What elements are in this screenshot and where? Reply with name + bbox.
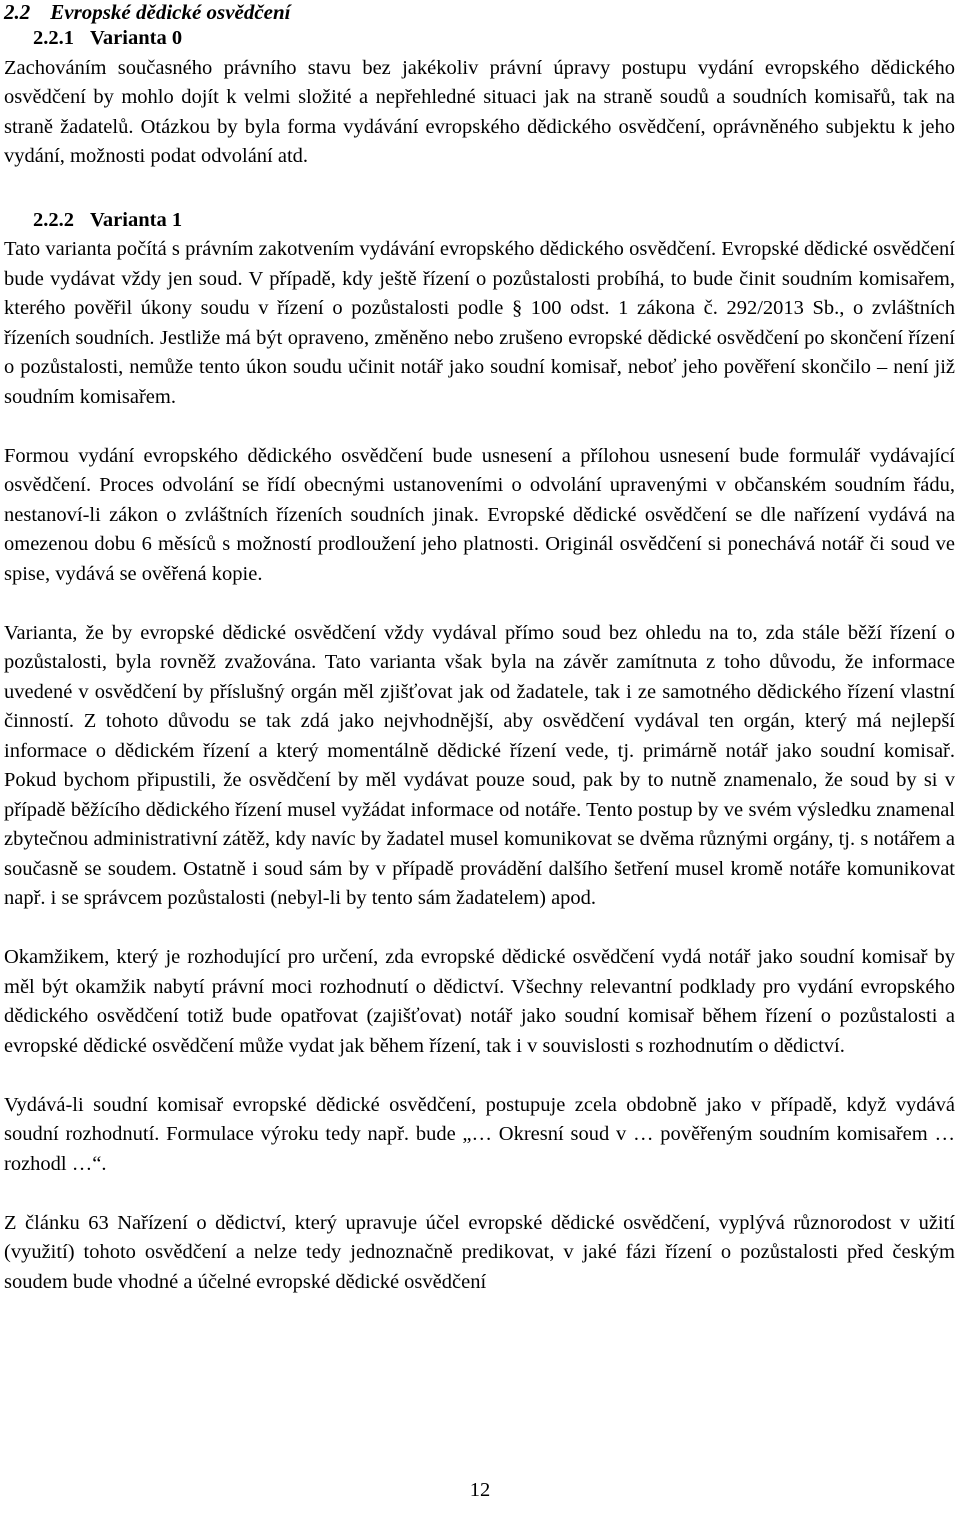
paragraph: Vydává-li soudní komisař evropské dědické osvědčení, postupuje zcela obdobně jako v případě, když vydává soudní rozhodnutí. Formulace výroku tedy např. bude „… Okresní soud v … pověřeným soudním komisařem … rozhodl …“. bbox=[4, 1093, 955, 1175]
paragraph: Zachováním současného právního stavu bez jakékoliv právní úpravy postupu vydání evropského dědického osvědčení by mohlo dojít k velmi složité a nepřehledné situaci jak na straně soudů a soudních komisařů, tak na straně žadatelů. Otázkou by byla forma vydávání evropského dědického osvědčení, oprávněného subjektu k jeho vydání, možnosti podat odvolání atd. bbox=[4, 56, 955, 167]
subsection-title: Varianta 1 bbox=[90, 208, 183, 231]
subsection-title: Varianta 0 bbox=[90, 27, 183, 49]
section-title: Evropské dědické osvědčení bbox=[50, 0, 291, 24]
subsection-number: 2.2.2 bbox=[33, 208, 74, 231]
section-heading bbox=[4, 0, 955, 24]
subsection-number: 2.2.1 bbox=[33, 27, 74, 49]
subsection-heading-variant-0 bbox=[4, 24, 955, 54]
paragraph: Varianta, že by evropské dědické osvědčení vždy vydával přímo soud bez ohledu na to, zda stále běží řízení o pozůstalosti, byla rovněž zvažována. Tato varianta však byla na závěr zamítnuta z toho důvodu, že informace uvedené v osvědčení by příslušný orgán měl zjišťovat jak od žadatele, tak i ze samotného dědického řízení vlastní činností. Z tohoto důvodu se tak zdá jako nejvhodnější, aby osvědčení vydával ten orgán, který má nejlepší informace o dědickém řízení a který momentálně dědické řízení vede, tj. primárně notář jako soudní komisař. Pokud bychom připustili, že osvědčení by měl vydávat pouze soud, pak by to nutně znamenalo, že soud by si v případě běžícího dědického řízení musel vyžádat informace od notáře. Tento postup by ve svém výsledku znamenal zbytečnou administrativní zátěž, kdy navíc by žadatel musel komunikovat se dvěma různými orgány, tj. s notářem a současně se soudem. Ostatně i soud sám by v případě provádění dalšího šetření musel kromě notáře komunikovat např. i se správcem pozůstalosti (nebyl-li by tento sám žadatelem) apod. bbox=[4, 621, 955, 909]
paragraph: Z článku 63 Nařízení o dědictví, který upravuje účel evropské dědické osvědčení, vyplývá různorodost v užití (využití) tohoto osvědčení a nelze tedy jednoznačně predikovat, v jaké fázi řízení o pozůstalosti před českým soudem bude vhodné a účelné evropské dědické osvědčení bbox=[4, 1211, 955, 1293]
page-number: 12 bbox=[469, 1479, 491, 1501]
section-number: 2.2 bbox=[4, 0, 31, 24]
paragraph: Tato varianta počítá s právním zakotvením vydávání evropského dědického osvědčení. Evropské dědické osvědčení bude vydávat vždy jen soud. V případě, kdy ještě řízení o pozůstalosti probíhá, to bude činit soudním komisařem, kterého pověřil úkony soudu v řízení o pozůstalosti podle § 100 odst. 1 zákona č. 292/2013 Sb., o zvláštních řízeních soudních. Jestliže má být opraveno, změněno nebo zrušeno evropské dědické osvědčení po skončení řízení o pozůstalosti, nemůže tento úkon soudu učinit notář jako soudní komisař, neboť jeho pověření skončilo – není již soudním komisařem. bbox=[4, 238, 955, 408]
subsection-heading-variant-1 bbox=[4, 206, 955, 236]
paragraph: Formou vydání evropského dědického osvědčení bude usnesení a přílohou usnesení bude formulář vydávající osvědčení. Proces odvolání se řídí obecnými ustanoveními o odvolání upravenými v občanském soudním řádu, nestanoví-li zákon o zvláštních řízeních soudních jinak. Evropské dědické osvědčení se dle nařízení vydává na omezenou dobu 6 měsíců s možností prodloužení jeho platnosti. Originál osvědčení si ponechává notář či soud ve spise, vydává se ověřená kopie. bbox=[4, 444, 955, 585]
paragraph: Okamžikem, který je rozhodující pro určení, zda evropské dědické osvědčení vydá notář jako soudní komisař by měl být okamžik nabytí právní moci rozhodnutí o dědictví. Všechny relevantní podklady pro vydání evropského dědického osvědčení totiž bude opatřovat (zajišťovat) notář jako soudní komisař během řízení o pozůstalosti a evropské dědické osvědčení může vydat jak během řízení, tak i v souvislosti s rozhodnutím o dědictví. bbox=[4, 946, 955, 1057]
document-page bbox=[4, 0, 955, 1297]
